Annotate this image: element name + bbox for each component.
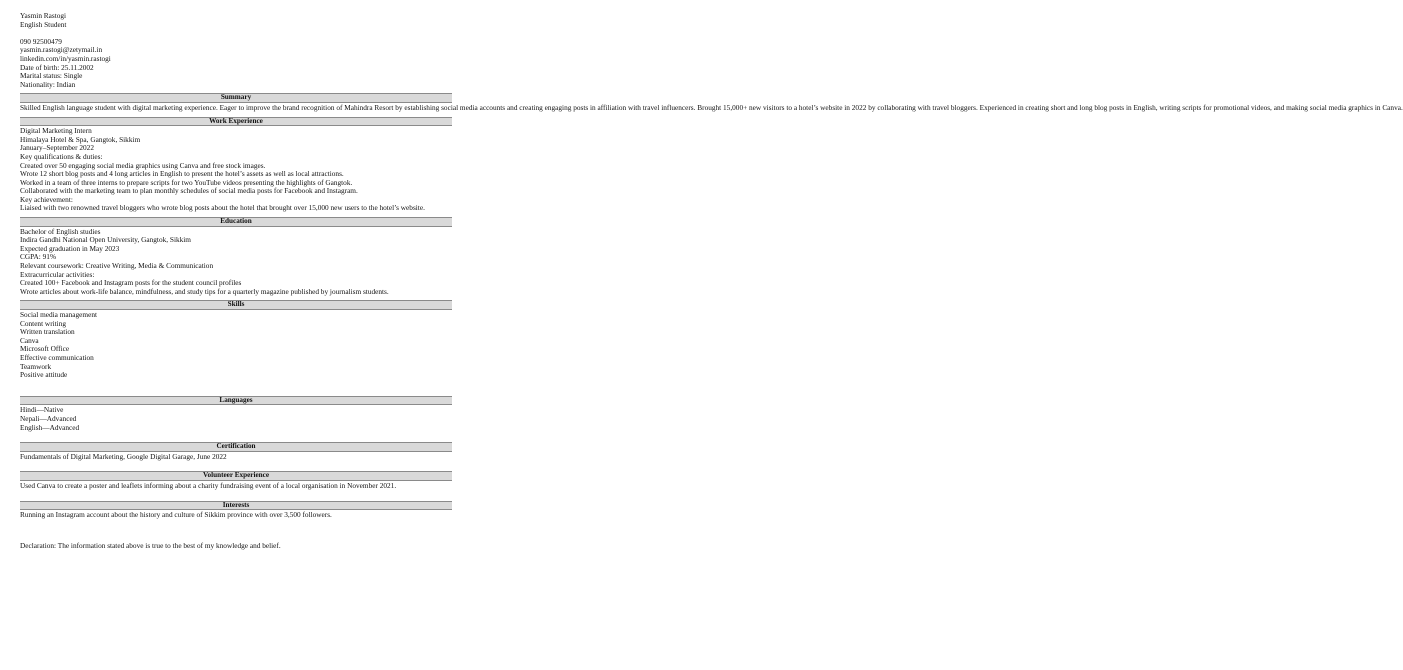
languages-section	[20, 406, 452, 432]
marital-status: Marital status: Single	[20, 71, 83, 81]
work-experience-section	[20, 127, 452, 213]
duty-item: Collaborated with the marketing team to plan monthly schedules of social media posts for Facebook and Instagram.	[20, 186, 358, 196]
degree: Bachelor of English studies	[20, 226, 101, 236]
linkedin-url: linkedin.com/in/yasmin.rastogi	[20, 53, 111, 63]
section-heading-certification: Certification	[20, 442, 452, 452]
email-address: yasmin.rastogi@zetymail.in	[20, 45, 103, 55]
university: Indira Gandhi National Open University, Gangtok, Sikkim	[20, 235, 191, 245]
extracurricular-label: Extracurricular activities:	[20, 269, 95, 279]
interests-section	[20, 511, 452, 520]
language-item: Nepali—Advanced	[20, 413, 77, 423]
graduation-date: Expected graduation in May 2023	[20, 243, 120, 253]
declaration-text: Declaration: The information stated above is true to the best of my knowledge and belief.	[20, 540, 281, 550]
certification-item: Fundamentals of Digital Marketing, Google Digital Garage, June 2022	[20, 451, 227, 461]
skill-item: Social media management	[20, 310, 97, 319]
skill-item: Canva	[20, 335, 39, 345]
resume-page	[20, 11, 1403, 550]
language-item: Hindi—Native	[20, 405, 64, 415]
section-heading-languages: Languages	[20, 396, 452, 406]
volunteer-item: Used Canva to create a poster and leaflets informing about a charity fundraising event of a local organisation in November 2021.	[20, 480, 397, 490]
volunteer-section	[20, 482, 452, 491]
candidate-title: English Student	[20, 19, 67, 29]
nationality: Nationality: Indian	[20, 79, 76, 89]
skill-item: Positive attitude	[20, 370, 68, 380]
skill-item: Content writing	[20, 318, 67, 328]
contact-header	[20, 12, 452, 89]
date-of-birth: Date of birth: 25.11.2002	[20, 62, 94, 72]
skill-item: Written translation	[20, 327, 75, 337]
coursework: Relevant coursework: Creative Writing, Media & Communication	[20, 261, 214, 271]
job-title: Digital Marketing Intern	[20, 126, 92, 136]
duties-label: Key qualifications & duties:	[20, 151, 103, 161]
education-section	[20, 228, 452, 297]
declaration-section	[20, 542, 452, 551]
extracurricular-item: Wrote articles about work-life balance, mindfulness, and study tips for a quarterly magazine published by journalism students.	[20, 286, 389, 296]
skill-item: Microsoft Office	[20, 344, 70, 354]
skills-section	[20, 311, 452, 380]
duty-item: Worked in a team of three interns to prepare scripts for two YouTube videos presenting the highlights of Gangtok.	[20, 177, 353, 187]
achievement-label: Key achievement:	[20, 194, 73, 204]
phone-number: 090 92500479	[20, 36, 62, 46]
skill-item: Effective communication	[20, 352, 94, 362]
section-heading-volunteer: Volunteer Experience	[20, 471, 452, 481]
summary-text: Skilled English language student with digital marketing experience. Eager to improve the brand recognition of Mahindra Resort by establishing social media accounts and creating engaging posts in affiliation with travel influencers. Brought 15,000+ new visitors to a hotel’s website in 2022 by collaborating with travel bloggers. Experienced in creating short and long blog posts in English, writing scripts for promotional videos, and making social media graphics in Canva.	[20, 102, 1403, 112]
certification-section	[20, 453, 452, 462]
section-heading-summary: Summary	[20, 93, 452, 103]
section-heading-education: Education	[20, 217, 452, 227]
candidate-name: Yasmin Rastogi	[20, 11, 67, 20]
language-item: English—Advanced	[20, 422, 80, 432]
duty-item: Wrote 12 short blog posts and 4 long articles in English to present the hotel’s assets as well as local attractions.	[20, 169, 344, 179]
section-heading-skills: Skills	[20, 300, 452, 310]
achievement-text: Liaised with two renowned travel bloggers who wrote blog posts about the hotel that brought over 15,000 new users to the hotel’s website.	[20, 203, 425, 213]
skill-item: Teamwork	[20, 361, 52, 371]
section-heading-work-experience: Work Experience	[20, 117, 452, 127]
section-heading-interests: Interests	[20, 501, 452, 511]
duty-item: Created over 50 engaging social media graphics using Canva and free stock images.	[20, 160, 266, 170]
extracurricular-item: Created 100+ Facebook and Instagram posts for the student council profiles	[20, 278, 242, 288]
cgpa: CGPA: 91%	[20, 252, 57, 262]
employer: Himalaya Hotel & Spa, Gangtok, Sikkim	[20, 134, 141, 144]
employment-dates: January–September 2022	[20, 143, 94, 153]
interest-item: Running an Instagram account about the history and culture of Sikkim province with over 3,500 followers.	[20, 510, 332, 520]
summary-section	[20, 102, 1403, 113]
